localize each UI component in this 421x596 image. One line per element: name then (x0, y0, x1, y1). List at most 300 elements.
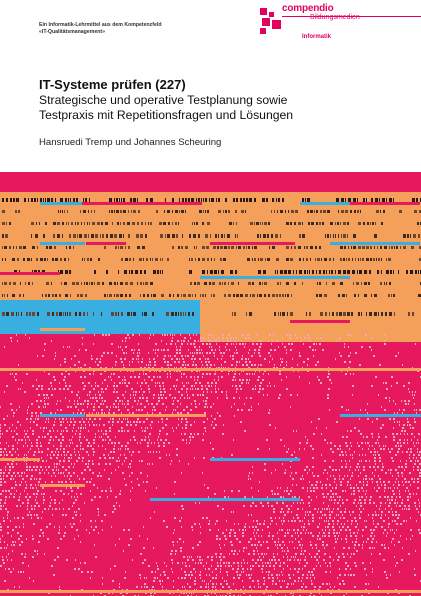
hatch-mark (286, 586, 288, 588)
hatch-mark (335, 538, 336, 540)
hatch-mark (34, 505, 36, 507)
hatch-mark (348, 574, 349, 576)
hatch-mark (375, 463, 376, 465)
hatch-mark (112, 457, 114, 459)
hatch-mark (87, 403, 89, 405)
hatch-mark (321, 454, 322, 456)
hatch-mark (380, 448, 382, 450)
hatch-mark (24, 490, 25, 492)
hatch-mark (406, 508, 407, 510)
hatch-mark (55, 412, 56, 414)
hatch-mark (146, 577, 147, 579)
hatch-mark (359, 481, 361, 483)
hatch-mark (25, 442, 26, 444)
hatch-mark (260, 502, 262, 504)
hatch-mark (364, 568, 366, 570)
hatch-mark (27, 436, 29, 438)
hatch-mark (180, 550, 182, 552)
binary-glyph (155, 258, 158, 261)
hatch-mark (15, 439, 16, 441)
hatch-mark (211, 556, 213, 558)
binary-glyph (168, 222, 170, 225)
hatch-mark (298, 580, 299, 582)
binary-glyph (84, 258, 85, 261)
binary-glyph (173, 294, 174, 297)
hatch-mark (68, 457, 70, 459)
hatch-mark (17, 442, 18, 444)
hatch-mark (379, 460, 381, 462)
hatch-mark (5, 568, 6, 570)
hatch-mark (102, 529, 103, 531)
hatch-mark (270, 349, 272, 351)
hatch-mark (377, 484, 378, 486)
hatch-mark (412, 394, 413, 396)
hatch-mark (404, 469, 405, 471)
hatch-mark (278, 397, 280, 399)
hatch-mark (24, 472, 25, 474)
hatch-mark (115, 544, 116, 546)
binary-glyph (327, 210, 330, 213)
binary-glyph (150, 222, 152, 225)
hatch-mark (123, 550, 124, 552)
binary-glyph (294, 282, 296, 285)
binary-glyph (89, 222, 90, 225)
hatch-mark (346, 535, 347, 537)
hatch-mark (297, 394, 298, 396)
hatch-mark (13, 478, 14, 480)
hatch-mark (163, 385, 164, 387)
hatch-mark (247, 568, 248, 570)
hatch-mark (125, 418, 126, 420)
hatch-mark (257, 580, 259, 582)
hatch-mark (347, 334, 348, 336)
hatch-mark (65, 481, 67, 483)
binary-glyph (218, 198, 220, 202)
hatch-mark (371, 433, 373, 435)
binary-glyph (4, 246, 7, 249)
hatch-mark (27, 430, 28, 432)
binary-glyph (357, 198, 358, 202)
hatch-mark (230, 541, 232, 543)
hatch-mark (209, 343, 211, 345)
hatch-mark (36, 442, 38, 444)
hatch-mark (192, 547, 194, 549)
hatch-mark (259, 385, 261, 387)
hatch-mark (63, 460, 65, 462)
hatch-mark (248, 514, 249, 516)
hatch-mark (283, 562, 285, 564)
hatch-mark (142, 358, 143, 360)
hatch-mark (327, 394, 329, 396)
hatch-mark (258, 403, 259, 405)
hatch-mark (74, 511, 75, 513)
hatch-mark (189, 556, 190, 558)
hatch-mark (248, 358, 249, 360)
hatch-mark (77, 412, 78, 414)
hatch-mark (352, 385, 354, 387)
hatch-mark (199, 574, 201, 576)
hatch-mark (322, 544, 324, 546)
hatch-mark (153, 397, 154, 399)
hatch-mark (76, 511, 77, 513)
hatch-mark (136, 358, 137, 360)
hatch-mark (279, 529, 280, 531)
hatch-mark (311, 583, 313, 585)
hatch-mark (313, 568, 315, 570)
hatch-mark (86, 529, 87, 531)
hatch-mark (147, 538, 148, 540)
hatch-mark (268, 574, 269, 576)
accent-bar (120, 328, 165, 331)
hatch-mark (217, 565, 219, 567)
binary-glyph (345, 210, 348, 213)
binary-glyph (236, 246, 237, 249)
hatch-mark (305, 514, 306, 516)
hatch-mark (133, 436, 135, 438)
hatch-mark (348, 346, 349, 348)
hatch-mark (413, 469, 414, 471)
hatch-mark (370, 451, 372, 453)
hatch-mark (31, 517, 32, 519)
binary-glyph (196, 222, 198, 225)
hatch-mark (69, 424, 70, 426)
binary-glyph (218, 270, 219, 274)
hatch-mark (276, 340, 278, 342)
hatch-mark (234, 352, 235, 354)
hatch-mark (81, 472, 83, 474)
binary-glyph (236, 198, 238, 202)
hatch-mark (307, 439, 308, 441)
hatch-mark (57, 430, 58, 432)
hatch-mark (134, 397, 135, 399)
hatch-mark (151, 442, 152, 444)
hatch-mark (77, 403, 79, 405)
hatch-mark (255, 505, 257, 507)
hatch-mark (267, 526, 269, 528)
hatch-mark (110, 568, 111, 570)
hatch-mark (254, 586, 255, 588)
hatch-mark (408, 508, 410, 510)
hatch-mark (395, 403, 396, 405)
hatch-mark (153, 358, 155, 360)
hatch-mark (106, 406, 108, 408)
binary-glyph (59, 312, 62, 316)
hatch-mark (363, 481, 364, 483)
hatch-mark (384, 340, 385, 342)
binary-glyph (185, 210, 186, 213)
hatch-mark (0, 430, 1, 432)
hatch-mark (385, 445, 386, 447)
hatch-mark (359, 466, 360, 468)
hatch-mark (35, 418, 36, 420)
binary-glyph (198, 258, 200, 261)
hatch-mark (278, 346, 279, 348)
hatch-mark (404, 508, 405, 510)
hatch-mark (6, 556, 7, 558)
binary-glyph (43, 198, 44, 202)
binary-glyph (198, 198, 200, 202)
hatch-mark (250, 568, 252, 570)
hatch-mark (291, 535, 293, 537)
hatch-mark (130, 490, 131, 492)
hatch-mark (215, 340, 217, 342)
hatch-mark (319, 517, 320, 519)
hatch-mark (226, 343, 228, 345)
hatch-mark (410, 460, 412, 462)
binary-glyph (42, 294, 43, 297)
binary-glyph (123, 198, 125, 202)
hatch-mark (359, 364, 361, 366)
binary-glyph (326, 282, 327, 285)
hatch-mark (220, 568, 221, 570)
hatch-mark (72, 430, 73, 432)
hatch-mark (5, 508, 7, 510)
hatch-mark (3, 451, 4, 453)
binary-glyph (15, 210, 17, 213)
hatch-mark (271, 343, 272, 345)
binary-glyph (51, 282, 52, 285)
hatch-mark (385, 382, 387, 384)
binary-glyph (160, 234, 163, 238)
hatch-mark (10, 493, 12, 495)
hatch-mark (236, 388, 238, 390)
hatch-mark (161, 397, 163, 399)
hatch-mark (13, 472, 15, 474)
hatch-mark (53, 376, 55, 378)
hatch-mark (48, 421, 49, 423)
hatch-mark (234, 403, 235, 405)
hatch-mark (122, 340, 123, 342)
hatch-mark (297, 571, 299, 573)
hatch-mark (147, 445, 149, 447)
hatch-mark (323, 496, 325, 498)
binary-glyph (367, 222, 369, 225)
binary-glyph (4, 282, 7, 285)
hatch-mark (293, 574, 294, 576)
binary-glyph (189, 270, 192, 274)
hatch-mark (15, 484, 17, 486)
hatch-mark (372, 436, 373, 438)
binary-glyph (129, 270, 130, 274)
binary-glyph (231, 246, 234, 249)
hatch-mark (400, 460, 401, 462)
hatch-mark (279, 574, 280, 576)
hatch-mark (326, 520, 327, 522)
hatch-mark (13, 544, 15, 546)
hatch-mark (254, 364, 256, 366)
hatch-mark (287, 511, 289, 513)
hatch-mark (127, 400, 129, 402)
hatch-mark (56, 469, 57, 471)
hatch-mark (209, 346, 210, 348)
hatch-mark (373, 355, 375, 357)
hatch-mark (181, 373, 182, 375)
binary-glyph (67, 312, 68, 316)
binary-glyph (291, 294, 292, 297)
hatch-mark (326, 496, 327, 498)
hatch-mark (84, 376, 86, 378)
binary-glyph (191, 198, 194, 202)
hatch-mark (408, 481, 410, 483)
hatch-mark (147, 463, 148, 465)
hatch-mark (309, 481, 310, 483)
hatch-mark (316, 481, 318, 483)
top-strip (0, 172, 421, 192)
hatch-mark (54, 502, 56, 504)
binary-glyph (79, 312, 81, 316)
binary-glyph (207, 222, 210, 225)
hatch-mark (91, 403, 92, 405)
hatch-mark (15, 379, 17, 381)
hatch-mark (258, 490, 259, 492)
hatch-mark (412, 535, 413, 537)
hatch-mark (77, 475, 78, 477)
hatch-mark (113, 451, 115, 453)
hatch-mark (223, 424, 224, 426)
hatch-mark (176, 379, 178, 381)
binary-glyph (416, 198, 418, 202)
hatch-mark (407, 496, 409, 498)
hatch-mark (14, 586, 15, 588)
hatch-mark (44, 472, 45, 474)
hatch-mark (284, 580, 285, 582)
hatch-mark (260, 559, 262, 561)
binary-glyph (179, 210, 180, 213)
hatch-mark (357, 523, 358, 525)
hatch-mark (214, 493, 216, 495)
hatch-mark (66, 418, 67, 420)
hatch-mark (164, 334, 166, 336)
hatch-mark (314, 577, 315, 579)
binary-glyph (377, 246, 378, 249)
binary-glyph (87, 258, 89, 261)
hatch-mark (269, 409, 270, 411)
hatch-mark (193, 343, 195, 345)
binary-glyph (268, 222, 270, 225)
binary-glyph (267, 258, 270, 261)
hatch-mark (6, 475, 8, 477)
hatch-mark (340, 355, 342, 357)
hatch-mark (349, 469, 350, 471)
hatch-mark (379, 364, 381, 366)
hatch-mark (251, 487, 252, 489)
hatch-mark (53, 472, 55, 474)
hatch-mark (350, 352, 351, 354)
hatch-mark (322, 529, 323, 531)
hatch-mark (398, 352, 399, 354)
hatch-mark (323, 532, 325, 534)
binary-glyph (220, 258, 222, 261)
hatch-mark (27, 499, 29, 501)
hatch-mark (207, 391, 208, 393)
hatch-mark (360, 433, 362, 435)
hatch-mark (329, 556, 331, 558)
binary-glyph (121, 198, 122, 202)
binary-glyph (335, 270, 336, 274)
binary-glyph (258, 258, 259, 261)
hatch-mark (226, 520, 227, 522)
hatch-mark (44, 400, 45, 402)
binary-glyph (165, 234, 166, 238)
hatch-mark (389, 397, 390, 399)
hatch-mark (61, 373, 63, 375)
hatch-mark (212, 448, 214, 450)
hatch-mark (195, 577, 196, 579)
binary-glyph (105, 222, 108, 225)
hatch-mark (177, 340, 179, 342)
hatch-mark (80, 376, 82, 378)
hatch-mark (359, 517, 361, 519)
hatch-mark (199, 358, 201, 360)
hatch-mark (41, 388, 43, 390)
hatch-mark (5, 490, 7, 492)
binary-glyph (136, 234, 139, 238)
binary-glyph (411, 246, 414, 249)
hatch-mark (200, 532, 201, 534)
hatch-mark (182, 382, 183, 384)
hatch-mark (228, 586, 230, 588)
hatch-mark (80, 514, 81, 516)
hatch-mark (410, 517, 411, 519)
hatch-mark (302, 544, 303, 546)
hatch-mark (371, 349, 372, 351)
hatch-mark (60, 424, 62, 426)
hatch-mark (332, 526, 334, 528)
hatch-mark (239, 574, 241, 576)
hatch-mark (294, 547, 295, 549)
hatch-mark (62, 466, 64, 468)
hatch-mark (416, 520, 417, 522)
hatch-mark (360, 409, 361, 411)
hatch-mark (400, 433, 401, 435)
hatch-mark (48, 397, 49, 399)
hatch-mark (199, 382, 201, 384)
hatch-mark (342, 526, 344, 528)
hatch-mark (176, 346, 177, 348)
hatch-mark (325, 529, 326, 531)
hatch-mark (286, 505, 288, 507)
hatch-mark (107, 385, 108, 387)
hatch-mark (165, 397, 167, 399)
hatch-mark (170, 343, 172, 345)
hatch-mark (381, 406, 382, 408)
binary-glyph (280, 312, 281, 316)
hatch-mark (372, 421, 373, 423)
hatch-mark (331, 499, 332, 501)
binary-glyph (254, 246, 257, 249)
binary-glyph (195, 294, 196, 297)
hatch-mark (37, 550, 38, 552)
hatch-mark (373, 523, 374, 525)
hatch-mark (172, 427, 173, 429)
hatch-mark (381, 469, 383, 471)
hatch-mark (66, 454, 67, 456)
hatch-mark (0, 526, 2, 528)
hatch-mark (199, 523, 200, 525)
hatch-mark (384, 484, 386, 486)
binary-glyph (118, 246, 119, 249)
hatch-mark (90, 577, 91, 579)
hatch-mark (210, 580, 211, 582)
hatch-mark (354, 427, 356, 429)
binary-glyph (6, 222, 7, 225)
hatch-mark (392, 529, 393, 531)
hatch-mark (51, 385, 52, 387)
hatch-mark (171, 340, 173, 342)
hatch-mark (111, 373, 112, 375)
hatch-mark (100, 475, 102, 477)
hatch-mark (335, 541, 337, 543)
